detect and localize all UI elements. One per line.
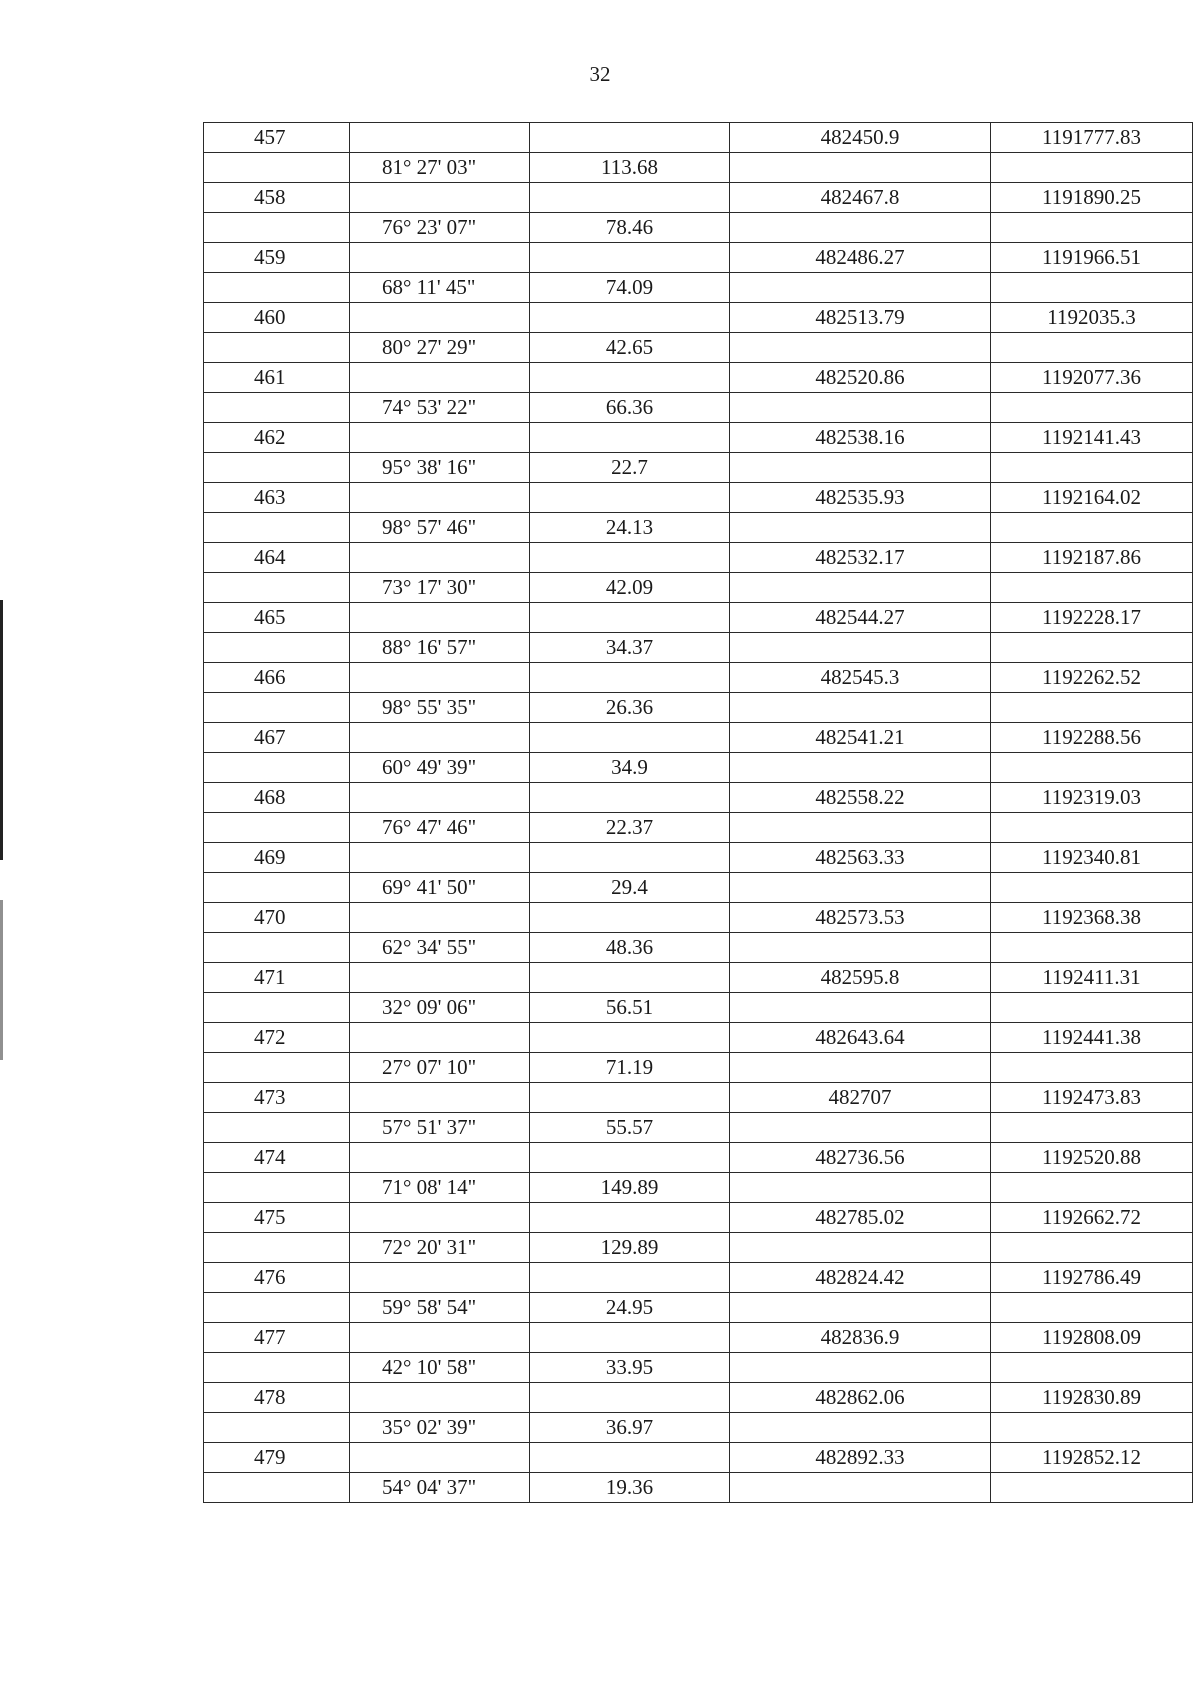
- empty-cell: [350, 243, 530, 273]
- station-row: [204, 603, 1193, 633]
- distance-cell: 78.46: [530, 213, 730, 243]
- empty-cell: [350, 963, 530, 993]
- bearing-cell: 98° 55' 35": [350, 693, 530, 723]
- northing-cell: 482545.3: [730, 663, 991, 693]
- distance-cell: 66.36: [530, 393, 730, 423]
- easting-cell: 1192368.38: [991, 903, 1193, 933]
- station-id-cell: 474: [204, 1143, 350, 1173]
- station-row: [204, 963, 1193, 993]
- empty-cell: [730, 453, 991, 483]
- station-row: [204, 1143, 1193, 1173]
- empty-cell: [991, 1293, 1193, 1323]
- easting-cell: 1192808.09: [991, 1323, 1193, 1353]
- station-row: [204, 1023, 1193, 1053]
- empty-cell: [730, 393, 991, 423]
- empty-cell: [991, 153, 1193, 183]
- northing-cell: 482836.9: [730, 1323, 991, 1353]
- station-id-cell: 461: [204, 363, 350, 393]
- northing-cell: 482535.93: [730, 483, 991, 513]
- northing-cell: 482573.53: [730, 903, 991, 933]
- empty-cell: [204, 1413, 350, 1443]
- empty-cell: [530, 903, 730, 933]
- empty-cell: [730, 1173, 991, 1203]
- northing-cell: 482450.9: [730, 123, 991, 153]
- empty-cell: [204, 1293, 350, 1323]
- empty-cell: [991, 1113, 1193, 1143]
- traverse-row: [204, 213, 1193, 243]
- empty-cell: [991, 873, 1193, 903]
- distance-cell: 36.97: [530, 1413, 730, 1443]
- distance-cell: 42.09: [530, 573, 730, 603]
- empty-cell: [991, 1053, 1193, 1083]
- survey-table: [203, 122, 1193, 1503]
- empty-cell: [730, 1293, 991, 1323]
- northing-cell: 482467.8: [730, 183, 991, 213]
- station-row: [204, 903, 1193, 933]
- bearing-cell: 32° 09' 06": [350, 993, 530, 1023]
- station-id-cell: 476: [204, 1263, 350, 1293]
- empty-cell: [530, 1203, 730, 1233]
- easting-cell: 1192187.86: [991, 543, 1193, 573]
- traverse-row: [204, 1353, 1193, 1383]
- distance-cell: 22.7: [530, 453, 730, 483]
- station-id-cell: 466: [204, 663, 350, 693]
- empty-cell: [204, 1473, 350, 1503]
- northing-cell: 482643.64: [730, 1023, 991, 1053]
- distance-cell: 74.09: [530, 273, 730, 303]
- station-row: [204, 483, 1193, 513]
- northing-cell: 482824.42: [730, 1263, 991, 1293]
- empty-cell: [350, 543, 530, 573]
- empty-cell: [530, 1143, 730, 1173]
- empty-cell: [204, 333, 350, 363]
- bearing-cell: 60° 49' 39": [350, 753, 530, 783]
- empty-cell: [350, 1323, 530, 1353]
- station-id-cell: 468: [204, 783, 350, 813]
- easting-cell: 1192141.43: [991, 423, 1193, 453]
- traverse-row: [204, 453, 1193, 483]
- empty-cell: [530, 1383, 730, 1413]
- empty-cell: [204, 993, 350, 1023]
- traverse-row: [204, 333, 1193, 363]
- empty-cell: [730, 273, 991, 303]
- empty-cell: [730, 993, 991, 1023]
- empty-cell: [730, 1353, 991, 1383]
- empty-cell: [530, 603, 730, 633]
- station-row: [204, 783, 1193, 813]
- northing-cell: 482520.86: [730, 363, 991, 393]
- traverse-row: [204, 573, 1193, 603]
- empty-cell: [991, 573, 1193, 603]
- empty-cell: [204, 873, 350, 903]
- empty-cell: [350, 903, 530, 933]
- empty-cell: [730, 693, 991, 723]
- empty-cell: [530, 1083, 730, 1113]
- empty-cell: [204, 933, 350, 963]
- empty-cell: [530, 543, 730, 573]
- empty-cell: [350, 183, 530, 213]
- empty-cell: [204, 1113, 350, 1143]
- empty-cell: [530, 1323, 730, 1353]
- empty-cell: [350, 603, 530, 633]
- empty-cell: [530, 483, 730, 513]
- station-id-cell: 471: [204, 963, 350, 993]
- station-row: [204, 1383, 1193, 1413]
- bearing-cell: 35° 02' 39": [350, 1413, 530, 1443]
- distance-cell: 24.95: [530, 1293, 730, 1323]
- easting-cell: 1192077.36: [991, 363, 1193, 393]
- northing-cell: 482541.21: [730, 723, 991, 753]
- station-row: [204, 1263, 1193, 1293]
- empty-cell: [530, 663, 730, 693]
- empty-cell: [530, 963, 730, 993]
- traverse-row: [204, 273, 1193, 303]
- distance-cell: 56.51: [530, 993, 730, 1023]
- northing-cell: 482736.56: [730, 1143, 991, 1173]
- empty-cell: [730, 573, 991, 603]
- empty-cell: [350, 483, 530, 513]
- bearing-cell: 72° 20' 31": [350, 1233, 530, 1263]
- empty-cell: [991, 333, 1193, 363]
- bearing-cell: 98° 57' 46": [350, 513, 530, 543]
- empty-cell: [204, 393, 350, 423]
- bearing-cell: 27° 07' 10": [350, 1053, 530, 1083]
- distance-cell: 22.37: [530, 813, 730, 843]
- traverse-row: [204, 753, 1193, 783]
- empty-cell: [204, 573, 350, 603]
- empty-cell: [991, 213, 1193, 243]
- empty-cell: [350, 723, 530, 753]
- traverse-row: [204, 1113, 1193, 1143]
- empty-cell: [991, 633, 1193, 663]
- empty-cell: [730, 933, 991, 963]
- station-row: [204, 1323, 1193, 1353]
- traverse-row: [204, 1233, 1193, 1263]
- northing-cell: 482785.02: [730, 1203, 991, 1233]
- bearing-cell: 54° 04' 37": [350, 1473, 530, 1503]
- empty-cell: [991, 813, 1193, 843]
- traverse-row: [204, 873, 1193, 903]
- empty-cell: [730, 1053, 991, 1083]
- empty-cell: [991, 933, 1193, 963]
- distance-cell: 34.37: [530, 633, 730, 663]
- empty-cell: [991, 513, 1193, 543]
- survey-table-body: [204, 123, 1193, 1503]
- empty-cell: [730, 1413, 991, 1443]
- empty-cell: [730, 213, 991, 243]
- empty-cell: [530, 1023, 730, 1053]
- empty-cell: [530, 183, 730, 213]
- station-id-cell: 463: [204, 483, 350, 513]
- easting-cell: 1192228.17: [991, 603, 1193, 633]
- station-id-cell: 477: [204, 1323, 350, 1353]
- empty-cell: [204, 153, 350, 183]
- traverse-row: [204, 153, 1193, 183]
- empty-cell: [530, 123, 730, 153]
- bearing-cell: 59° 58' 54": [350, 1293, 530, 1323]
- empty-cell: [991, 1233, 1193, 1263]
- empty-cell: [350, 1203, 530, 1233]
- easting-cell: 1191966.51: [991, 243, 1193, 273]
- empty-cell: [730, 813, 991, 843]
- distance-cell: 33.95: [530, 1353, 730, 1383]
- traverse-row: [204, 1293, 1193, 1323]
- empty-cell: [991, 753, 1193, 783]
- station-row: [204, 723, 1193, 753]
- distance-cell: 48.36: [530, 933, 730, 963]
- easting-cell: 1192473.83: [991, 1083, 1193, 1113]
- bearing-cell: 88° 16' 57": [350, 633, 530, 663]
- scan-edge-mark: [0, 900, 3, 1060]
- station-id-cell: 458: [204, 183, 350, 213]
- easting-cell: 1192340.81: [991, 843, 1193, 873]
- empty-cell: [204, 513, 350, 543]
- empty-cell: [991, 993, 1193, 1023]
- northing-cell: 482538.16: [730, 423, 991, 453]
- easting-cell: 1192262.52: [991, 663, 1193, 693]
- station-id-cell: 464: [204, 543, 350, 573]
- station-row: [204, 243, 1193, 273]
- empty-cell: [204, 213, 350, 243]
- traverse-row: [204, 1173, 1193, 1203]
- station-id-cell: 457: [204, 123, 350, 153]
- easting-cell: 1192319.03: [991, 783, 1193, 813]
- station-id-cell: 470: [204, 903, 350, 933]
- empty-cell: [350, 1443, 530, 1473]
- distance-cell: 113.68: [530, 153, 730, 183]
- empty-cell: [530, 843, 730, 873]
- easting-cell: 1192441.38: [991, 1023, 1193, 1053]
- station-row: [204, 1083, 1193, 1113]
- station-row: [204, 1203, 1193, 1233]
- easting-cell: 1192288.56: [991, 723, 1193, 753]
- traverse-row: [204, 1473, 1193, 1503]
- station-id-cell: 467: [204, 723, 350, 753]
- easting-cell: 1192786.49: [991, 1263, 1193, 1293]
- station-id-cell: 472: [204, 1023, 350, 1053]
- distance-cell: 129.89: [530, 1233, 730, 1263]
- empty-cell: [204, 273, 350, 303]
- empty-cell: [530, 363, 730, 393]
- station-id-cell: 469: [204, 843, 350, 873]
- station-row: [204, 663, 1193, 693]
- empty-cell: [204, 813, 350, 843]
- empty-cell: [530, 423, 730, 453]
- empty-cell: [991, 1413, 1193, 1443]
- northing-cell: 482892.33: [730, 1443, 991, 1473]
- easting-cell: 1192830.89: [991, 1383, 1193, 1413]
- station-id-cell: 475: [204, 1203, 350, 1233]
- empty-cell: [530, 1443, 730, 1473]
- station-id-cell: 478: [204, 1383, 350, 1413]
- northing-cell: 482532.17: [730, 543, 991, 573]
- empty-cell: [204, 453, 350, 483]
- empty-cell: [204, 1173, 350, 1203]
- distance-cell: 34.9: [530, 753, 730, 783]
- empty-cell: [350, 303, 530, 333]
- northing-cell: 482862.06: [730, 1383, 991, 1413]
- traverse-row: [204, 1413, 1193, 1443]
- traverse-row: [204, 813, 1193, 843]
- empty-cell: [204, 693, 350, 723]
- empty-cell: [350, 423, 530, 453]
- traverse-row: [204, 513, 1193, 543]
- distance-cell: 24.13: [530, 513, 730, 543]
- distance-cell: 29.4: [530, 873, 730, 903]
- empty-cell: [991, 1473, 1193, 1503]
- empty-cell: [350, 123, 530, 153]
- empty-cell: [204, 753, 350, 783]
- traverse-row: [204, 1053, 1193, 1083]
- empty-cell: [530, 723, 730, 753]
- northing-cell: 482707: [730, 1083, 991, 1113]
- easting-cell: 1192662.72: [991, 1203, 1193, 1233]
- easting-cell: 1192520.88: [991, 1143, 1193, 1173]
- station-row: [204, 183, 1193, 213]
- distance-cell: 19.36: [530, 1473, 730, 1503]
- bearing-cell: 42° 10' 58": [350, 1353, 530, 1383]
- empty-cell: [204, 1233, 350, 1263]
- empty-cell: [991, 273, 1193, 303]
- empty-cell: [204, 1053, 350, 1083]
- traverse-row: [204, 633, 1193, 663]
- bearing-cell: 80° 27' 29": [350, 333, 530, 363]
- page-number: 32: [589, 62, 611, 86]
- distance-cell: 149.89: [530, 1173, 730, 1203]
- empty-cell: [350, 1143, 530, 1173]
- empty-cell: [204, 633, 350, 663]
- station-row: [204, 363, 1193, 393]
- station-id-cell: 465: [204, 603, 350, 633]
- bearing-cell: 73° 17' 30": [350, 573, 530, 603]
- northing-cell: 482563.33: [730, 843, 991, 873]
- scan-edge-mark: [0, 600, 3, 860]
- easting-cell: 1192852.12: [991, 1443, 1193, 1473]
- empty-cell: [991, 1353, 1193, 1383]
- bearing-cell: 95° 38' 16": [350, 453, 530, 483]
- station-row: [204, 1443, 1193, 1473]
- northing-cell: 482558.22: [730, 783, 991, 813]
- empty-cell: [350, 783, 530, 813]
- empty-cell: [730, 1113, 991, 1143]
- empty-cell: [730, 1473, 991, 1503]
- station-row: [204, 843, 1193, 873]
- bearing-cell: 76° 23' 07": [350, 213, 530, 243]
- station-row: [204, 543, 1193, 573]
- traverse-row: [204, 393, 1193, 423]
- bearing-cell: 76° 47' 46": [350, 813, 530, 843]
- distance-cell: 71.19: [530, 1053, 730, 1083]
- northing-cell: 482513.79: [730, 303, 991, 333]
- empty-cell: [991, 393, 1193, 423]
- empty-cell: [530, 1263, 730, 1293]
- distance-cell: 55.57: [530, 1113, 730, 1143]
- empty-cell: [350, 363, 530, 393]
- empty-cell: [350, 1023, 530, 1053]
- station-row: [204, 123, 1193, 153]
- empty-cell: [530, 783, 730, 813]
- station-id-cell: 473: [204, 1083, 350, 1113]
- bearing-cell: 57° 51' 37": [350, 1113, 530, 1143]
- traverse-row: [204, 933, 1193, 963]
- station-id-cell: 459: [204, 243, 350, 273]
- empty-cell: [530, 303, 730, 333]
- empty-cell: [350, 1083, 530, 1113]
- empty-cell: [991, 693, 1193, 723]
- empty-cell: [350, 843, 530, 873]
- empty-cell: [730, 513, 991, 543]
- northing-cell: 482595.8: [730, 963, 991, 993]
- empty-cell: [730, 1233, 991, 1263]
- traverse-row: [204, 693, 1193, 723]
- station-id-cell: 460: [204, 303, 350, 333]
- station-row: [204, 303, 1193, 333]
- traverse-row: [204, 993, 1193, 1023]
- empty-cell: [730, 153, 991, 183]
- empty-cell: [530, 243, 730, 273]
- empty-cell: [730, 333, 991, 363]
- northing-cell: 482544.27: [730, 603, 991, 633]
- easting-cell: 1192035.3: [991, 303, 1193, 333]
- bearing-cell: 62° 34' 55": [350, 933, 530, 963]
- northing-cell: 482486.27: [730, 243, 991, 273]
- empty-cell: [350, 663, 530, 693]
- easting-cell: 1191890.25: [991, 183, 1193, 213]
- bearing-cell: 71° 08' 14": [350, 1173, 530, 1203]
- distance-cell: 26.36: [530, 693, 730, 723]
- empty-cell: [991, 453, 1193, 483]
- station-id-cell: 462: [204, 423, 350, 453]
- empty-cell: [204, 1353, 350, 1383]
- empty-cell: [991, 1173, 1193, 1203]
- bearing-cell: 68° 11' 45": [350, 273, 530, 303]
- distance-cell: 42.65: [530, 333, 730, 363]
- station-row: [204, 423, 1193, 453]
- easting-cell: 1192411.31: [991, 963, 1193, 993]
- empty-cell: [350, 1263, 530, 1293]
- empty-cell: [730, 633, 991, 663]
- empty-cell: [730, 873, 991, 903]
- bearing-cell: 74° 53' 22": [350, 393, 530, 423]
- easting-cell: 1192164.02: [991, 483, 1193, 513]
- easting-cell: 1191777.83: [991, 123, 1193, 153]
- station-id-cell: 479: [204, 1443, 350, 1473]
- bearing-cell: 81° 27' 03": [350, 153, 530, 183]
- empty-cell: [730, 753, 991, 783]
- empty-cell: [350, 1383, 530, 1413]
- bearing-cell: 69° 41' 50": [350, 873, 530, 903]
